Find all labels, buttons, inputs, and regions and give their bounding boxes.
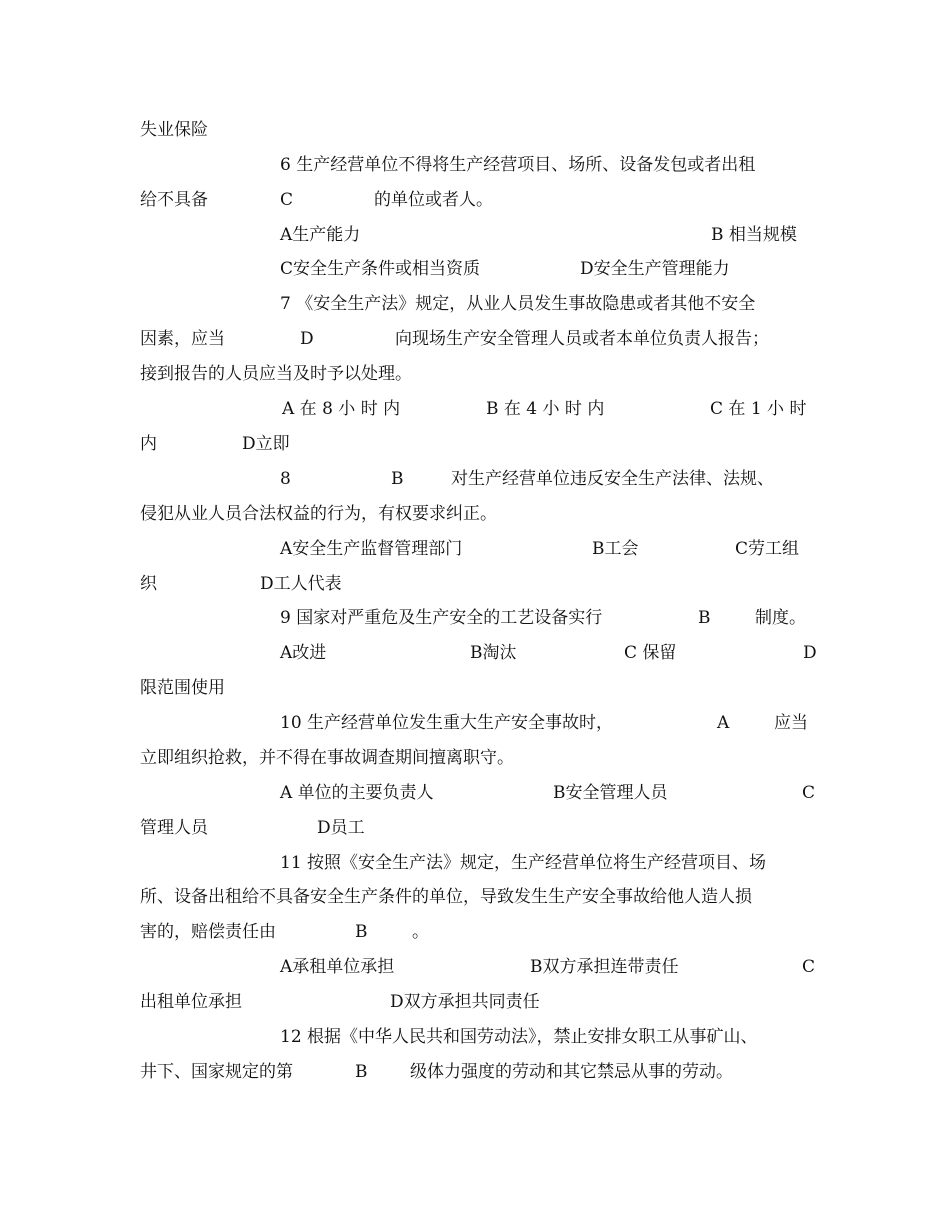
- q9-option-a: A改进: [280, 643, 327, 663]
- continuation-text: 失业保险: [140, 120, 208, 140]
- q8-option-c: C劳工组: [735, 539, 800, 559]
- q9-stem-end: 制度。: [755, 608, 806, 628]
- q9-option-d: D: [803, 643, 817, 663]
- q9-option-c: C 保留: [624, 643, 677, 663]
- q11-option-a: A承租单位承担: [280, 957, 395, 977]
- q8-number: 8: [280, 469, 291, 489]
- q7-stem: 7 《安全生产法》规定，从业人员发生事故隐患或者其他不安全: [280, 294, 756, 314]
- q12-answer: B: [355, 1062, 368, 1082]
- q6-option-a: A生产能力: [280, 225, 361, 245]
- q10-answer: A: [717, 713, 730, 733]
- q10-stem: 10 生产经营单位发生重大生产安全事故时，: [280, 713, 614, 733]
- q8-option-c-cont: 织: [140, 574, 157, 594]
- q7-option-c-cont: 内: [140, 434, 157, 454]
- q11-stem-end: 害的，赔偿责任由: [140, 922, 276, 942]
- q8-stem-cont: 侵犯从业人员合法权益的行为，有权要求纠正。: [140, 504, 497, 524]
- q7-option-d: D立即: [242, 434, 290, 454]
- q10-option-c-cont: 管理人员: [140, 818, 208, 838]
- q9-option-b: B淘汰: [470, 643, 517, 663]
- q8-option-d: D工人代表: [260, 574, 342, 594]
- q10-option-c: C: [802, 783, 816, 803]
- q7-option-a: A 在 8 小 时 内: [282, 399, 401, 419]
- q6-option-b: B 相当规模: [711, 225, 797, 245]
- q6-option-c: C安全生产条件或相当资质: [280, 259, 481, 279]
- q11-stem-period: 。: [412, 922, 429, 942]
- q11-option-d: D双方承担共同责任: [390, 992, 540, 1012]
- q8-option-b: B工会: [592, 539, 639, 559]
- q12-stem-end: 级体力强度的劳动和其它禁忌从事的劳动。: [410, 1062, 733, 1082]
- q7-stem-mid: 向现场生产安全管理人员或者本单位负责人报告；: [395, 329, 769, 349]
- q11-option-c: C: [802, 957, 816, 977]
- q6-answer: C: [280, 190, 294, 210]
- q9-answer: B: [698, 608, 711, 628]
- q11-option-c-cont: 出租单位承担: [140, 992, 242, 1012]
- q11-stem-cont: 所、设备出租给不具备安全生产条件的单位，导致发生生产安全事故给他人造人损: [140, 887, 752, 907]
- q11-option-b: B双方承担连带责任: [530, 957, 679, 977]
- q10-stem-end: 应当: [774, 713, 808, 733]
- q6-stem: 6 生产经营单位不得将生产经营项目、场所、设备发包或者出租: [280, 155, 756, 175]
- q7-option-c: C 在 1 小 时: [710, 399, 807, 419]
- q6-stem-end: 的单位或者人。: [374, 190, 493, 210]
- q7-stem-end: 接到报告的人员应当及时予以处理。: [140, 364, 412, 384]
- q9-stem: 9 国家对严重危及生产安全的工艺设备实行: [280, 608, 603, 628]
- q10-option-b: B安全管理人员: [553, 783, 668, 803]
- q6-stem-cont: 给不具备: [140, 190, 208, 210]
- q8-answer: B: [391, 469, 404, 489]
- q6-option-d: D安全生产管理能力: [580, 259, 730, 279]
- q8-stem: 对生产经营单位违反安全生产法律、法规、: [451, 469, 774, 489]
- q10-option-d: D员工: [317, 818, 365, 838]
- q12-stem-cont: 井下、国家规定的第: [140, 1062, 293, 1082]
- q7-option-b: B 在 4 小 时 内: [486, 399, 605, 419]
- q11-answer: B: [355, 922, 368, 942]
- q12-stem: 12 根据《中华人民共和国劳动法》，禁止安排女职工从事矿山、: [280, 1027, 758, 1047]
- q11-stem: 11 按照《安全生产法》规定，生产经营单位将生产经营项目、场: [280, 853, 767, 873]
- q7-stem-cont: 因素，应当: [140, 329, 225, 349]
- q10-option-a: A 单位的主要负责人: [280, 783, 434, 803]
- q10-stem-cont: 立即组织抢救，并不得在事故调查期间擅离职守。: [140, 748, 514, 768]
- q8-option-a: A安全生产监督管理部门: [280, 539, 463, 559]
- q9-option-d-cont: 限范围使用: [140, 678, 225, 698]
- q7-answer: D: [300, 329, 314, 349]
